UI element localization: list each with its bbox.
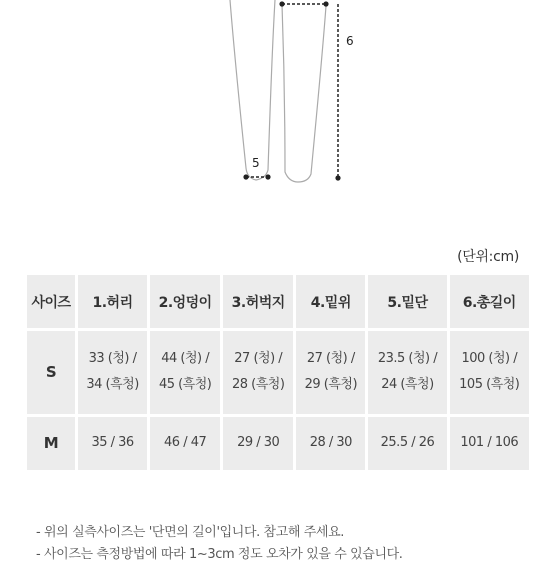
measure-dot (279, 1, 284, 6)
note-line: - 사이즈는 측정방법에 따라 1~3cm 정도 오차가 있을 수 있습니다. (36, 547, 403, 562)
table-cell: 23.5 (청) / 24 (흑청) (368, 331, 446, 413)
header-total-length: 6.총길이 (450, 275, 529, 328)
measure-dot (335, 175, 340, 180)
measurement-notes (36, 522, 403, 566)
table-cell: 28 / 30 (296, 417, 365, 470)
table-cell: 44 (청) / 45 (흑청) (150, 331, 220, 413)
header-hip: 2.엉덩이 (150, 275, 220, 328)
table-cell: 100 (청) / 105 (흑청) (450, 331, 529, 413)
header-waist: 1.허리 (78, 275, 147, 328)
table-row (27, 331, 529, 413)
size-label: M (27, 417, 75, 470)
left-pant-leg (230, 0, 275, 180)
measure-dot (243, 174, 248, 179)
table-cell: 101 / 106 (450, 417, 529, 470)
right-pant-leg (282, 4, 326, 182)
table-cell: 35 / 36 (78, 417, 147, 470)
table-row (27, 417, 529, 470)
length-label: 6 (346, 34, 354, 48)
unit-note: (단위:cm) (457, 249, 519, 265)
size-table (24, 272, 532, 473)
header-rise: 4.밑위 (296, 275, 365, 328)
size-label: S (27, 331, 75, 413)
table-cell: 29 / 30 (223, 417, 293, 470)
table-cell: 27 (청) / 29 (흑청) (296, 331, 365, 413)
measure-dot (323, 1, 328, 6)
header-hem: 5.밑단 (368, 275, 446, 328)
table-cell: 46 / 47 (150, 417, 220, 470)
measure-dot (265, 174, 270, 179)
note-line: - 위의 실측사이즈는 '단면의 길이'입니다. 참고해 주세요. (36, 525, 344, 540)
pants-measurement-diagram (0, 0, 555, 200)
header-thigh: 3.허벅지 (223, 275, 293, 328)
table-cell: 27 (청) / 28 (흑청) (223, 331, 293, 413)
table-header-row (27, 275, 529, 328)
hem-label: 5 (252, 156, 260, 170)
table-cell: 33 (청) / 34 (흑청) (78, 331, 147, 413)
table-cell: 25.5 / 26 (368, 417, 446, 470)
header-size: 사이즈 (27, 275, 75, 328)
